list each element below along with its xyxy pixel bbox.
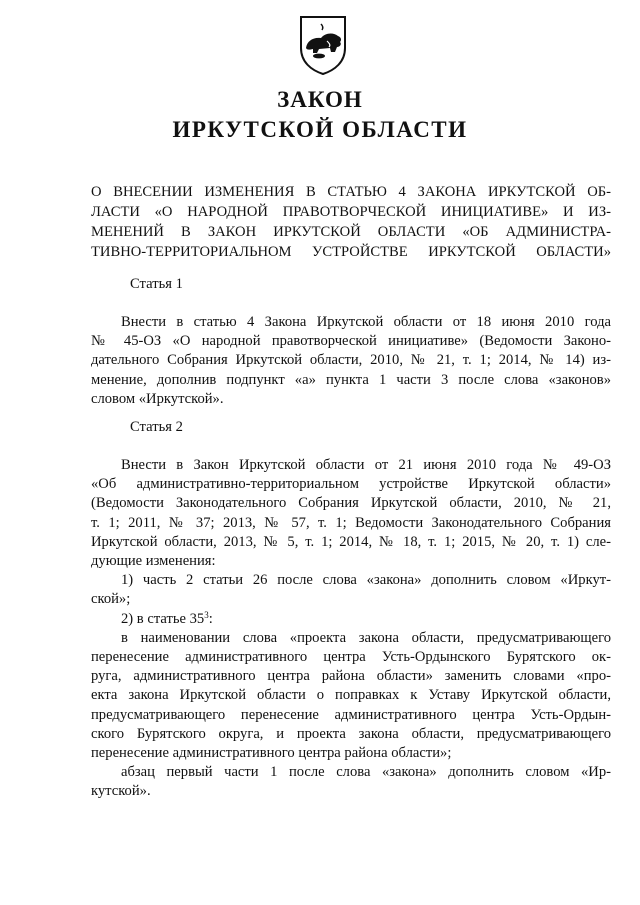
- text-line: Внести в статью 4 Закона Иркутской области от 18 июня 2010 года: [121, 314, 611, 330]
- heading-line: О ВНЕСЕНИИ ИЗМЕНЕНИЯ В СТАТЬЮ 4 ЗАКОНА ИРКУТСКОЙ ОБ-: [91, 184, 611, 200]
- text-line: дательного Собрания Иркутской области, 2010, № 21, т. 1; 2014, № 14) из-: [91, 352, 611, 369]
- text-line: № 45-ОЗ «О народной правотворческой инициативе» (Ведомости Законо-: [91, 333, 611, 350]
- article-1-title: Статья 1: [130, 276, 183, 292]
- text-line: [91, 610, 611, 629]
- colon: :: [208, 610, 213, 627]
- text-line: т. 1; 2011, № 37; 2013, № 57, т. 1; Ведомости Законодательного Собрания: [91, 514, 611, 531]
- text-line: руга, административного центра района области» заменить словами «про-: [91, 668, 611, 685]
- law-title: ЗАКОН: [277, 87, 363, 112]
- heading-line: ТИВНО-ТЕРРИТОРИАЛЬНОМ УСТРОЙСТВЕ ИРКУТСКОЙ ОБЛАСТИ»: [91, 244, 611, 260]
- text-line: «Об административно-территориальном устройстве Иркутской области»: [91, 476, 611, 493]
- text-line: дующие изменения:: [91, 553, 216, 570]
- text-line: менение, дополнив подпункт «а» пункта 1 части 3 после слова «законов»: [91, 371, 611, 388]
- article-superscript: 3: [204, 609, 209, 620]
- text-line: 1) часть 2 статьи 26 после слова «закона» дополнить словом «Иркут-: [121, 572, 611, 589]
- text-line: кутской».: [91, 783, 151, 800]
- article-2-title: Статья 2: [130, 419, 183, 435]
- law-heading: [91, 182, 611, 262]
- heading-line: МЕНЕНИЙ В ЗАКОН ИРКУТСКОЙ ОБЛАСТИ «ОБ АДМИНИСТРА-: [91, 224, 611, 240]
- text-line: предусматривающего перенесение административного центра Усть-Ордын-: [91, 706, 611, 723]
- text-line: словом «Иркутской».: [91, 390, 224, 407]
- article-2-text: [91, 456, 611, 802]
- heading-line: ЛАСТИ «О НАРОДНОЙ ПРАВОТВОРЧЕСКОЙ ИНИЦИАТИВЕ» И ИЗ-: [91, 204, 611, 220]
- text-line: екта закона Иркутской области о поправках к Уставу Иркутской области,: [91, 687, 611, 704]
- text-line: перенесение административного центра района области»;: [91, 745, 452, 762]
- text-line: абзац первый части 1 после слова «закона» дополнить словом «Ир-: [121, 764, 611, 781]
- text-line: ского Бурятского округа, и проекта закона области, предусматривающего: [91, 725, 611, 742]
- coat-of-arms-icon: [297, 14, 349, 76]
- region-title: ИРКУТСКОЙ ОБЛАСТИ: [172, 117, 468, 142]
- text-line: Иркутской области, 2013, № 5, т. 1; 2014, № 18, т. 1; 2015, № 20, т. 1) сле-: [91, 533, 611, 550]
- text-line: Внести в Закон Иркутской области от 21 июня 2010 года № 49-ОЗ: [121, 457, 611, 473]
- item-2-label: 2) в статье 35: [121, 610, 205, 627]
- text-line: в наименовании слова «проекта закона области, предусматривающего: [121, 629, 611, 646]
- text-line: ской»;: [91, 591, 131, 608]
- article-1-text: [91, 313, 611, 409]
- text-line: перенесение административного центра Усть-Ордынского Бурятского ок-: [91, 649, 611, 666]
- text-line: (Ведомости Законодательного Собрания Иркутской области, 2010, № 21,: [91, 495, 611, 512]
